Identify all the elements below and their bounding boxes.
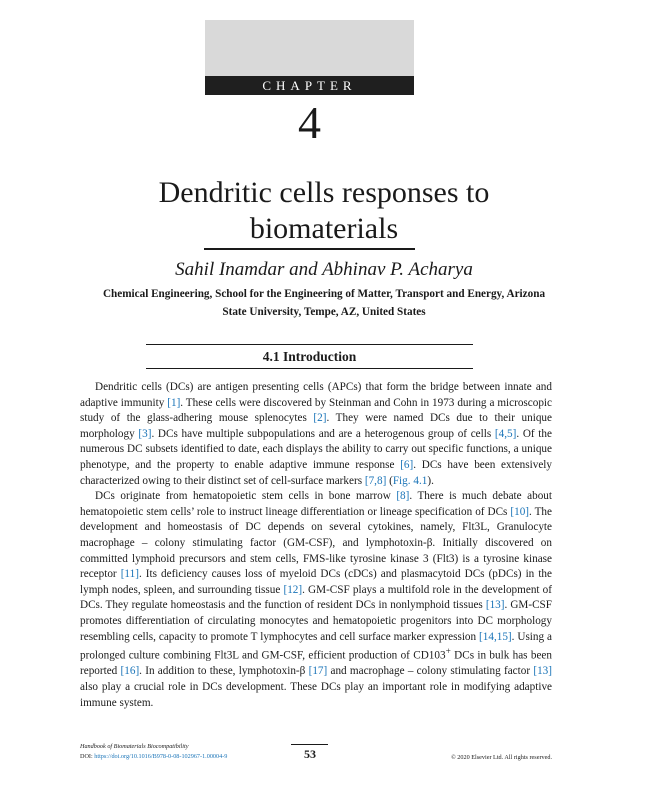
citation-link[interactable]: [12] <box>283 583 303 596</box>
citation-link[interactable]: [8] <box>396 490 410 503</box>
text-run: . They were named DCs due to their unique morphology <box>80 412 552 440</box>
title-divider <box>204 248 415 250</box>
text-run: . GM-CSF promotes differentiation of circulating monocytes and hematopoietic progenitors into DC morphology resembling cells, capacity to promote T lymphocytes and cell surface marker expression <box>80 599 552 643</box>
text-run: . In addition to these, lymphotoxin-β <box>139 665 309 678</box>
citation-link[interactable]: [6] <box>400 458 414 471</box>
affiliation <box>70 285 578 321</box>
citation-link[interactable]: [16] <box>120 665 140 678</box>
chapter-label: CHAPTER <box>205 76 414 95</box>
text-run: . DCs have multiple subpopulations and are a heterogenous group of cells <box>151 427 495 440</box>
chapter-title <box>60 175 588 247</box>
citation-link[interactable]: [10] <box>510 505 530 518</box>
text-run: Dendritic cells (DCs) are antigen presenting cells (APCs) that form the bridge between innate and adaptive immunity <box>80 381 552 409</box>
citation-link[interactable]: [2] <box>313 412 327 425</box>
paragraph-1 <box>80 380 552 489</box>
citation-link[interactable]: [11] <box>120 568 139 581</box>
text-run: . GM-CSF plays a multifold role in the development of DCs. They regulate homeostasis and the function of resident DCs in nonlymphoid tissues <box>80 583 552 612</box>
citation-link[interactable]: [4,5] <box>494 427 517 440</box>
text-run: also play a crucial role in DCs development. These DCs play an important role in modifying adaptive immune system. <box>80 681 552 709</box>
text-run: . Of the numerous DC subsets identified to date, each displays the ability to carry out specific functions, a unique phenotype, and the property to enable adaptive immune response <box>80 427 552 471</box>
text-run: and macrophage – colony stimulating factor <box>327 665 534 678</box>
doi-label: DOI: <box>80 753 95 760</box>
citation-link[interactable]: [17] <box>308 665 328 678</box>
doi-link[interactable]: https://doi.org/10.1016/B978-0-08-102967-1.00004-9 <box>94 753 228 760</box>
citation-link[interactable]: [13] <box>485 599 505 612</box>
affiliation-line-2: State University, Tempe, AZ, United States <box>222 306 426 318</box>
authors: Sahil Inamdar and Abhinav P. Acharya <box>175 259 473 280</box>
copyright: © 2020 Elsevier Ltd. All rights reserved. <box>451 754 552 761</box>
affiliation-line-1: Chemical Engineering, School for the Engineering of Matter, Transport and Energy, Arizona <box>102 288 546 300</box>
body-text <box>80 380 552 711</box>
text-run: . The development and homeostasis of DC depends on several cytokines, namely, Flt3L, Granulocyte macrophage – colony stimulating factor (GM-CSF), and lymphotoxin-β. Initially discovered on committed lymphoid precursors and stem cells, FMS-like tyrosine kinase 3 (Flt3) is a tyrosine kinase receptor <box>80 505 552 581</box>
text-run: . These cells were discovered by Steinman and Cohn in 1973 during a microscopic study of the glass-adhering mouse splenocytes <box>80 396 553 425</box>
page-number-rule <box>291 744 328 745</box>
chapter-number: 4 <box>298 97 321 148</box>
text-run: . DCs have been extensively characterized owing to their distinct set of cell-surface markers <box>80 458 552 487</box>
citation-link[interactable]: Fig. 4.1 <box>392 474 428 487</box>
citation-link[interactable]: [13] <box>533 665 552 678</box>
text-run: DCs in bulk has been reported <box>80 649 552 678</box>
text-run: . There is much debate about hematopoietic stem cells’ role to instruct lineage differentiation or lineage specification of DCs <box>80 490 552 518</box>
section-rule-bottom <box>146 368 473 369</box>
section-heading: 4.1 Introduction <box>262 349 357 364</box>
text-run: ). <box>427 474 434 487</box>
text-run: DCs originate from hematopoietic stem cells in bone marrow <box>95 490 397 503</box>
chapter-title-line-1: Dendritic cells responses to <box>158 176 490 209</box>
paragraph-2 <box>80 489 552 711</box>
citation-link[interactable]: [3] <box>138 427 152 440</box>
superscript: + <box>445 647 451 658</box>
citation-link[interactable]: [7,8] <box>364 474 387 487</box>
book-title: Handbook of Biomaterials Biocompatibility <box>80 743 189 750</box>
text-run: . Using a prolonged culture combining Flt3L and GM-CSF, efficient production of CD103 <box>80 630 552 662</box>
citation-link[interactable]: [1] <box>167 396 181 409</box>
footer-citation <box>80 742 227 762</box>
citation-link[interactable]: [14,15] <box>479 630 512 643</box>
section-rule-top <box>146 344 473 345</box>
page-number: 53 <box>304 747 316 761</box>
text-run: ( <box>386 474 393 487</box>
text-run: . Its deficiency causes loss of myeloid DCs (cDCs) and plasmacytoid DCs (pDCs) in the lymph nodes, spleen, and surrounding tissue <box>80 568 552 596</box>
chapter-title-line-2: biomaterials <box>249 212 399 245</box>
